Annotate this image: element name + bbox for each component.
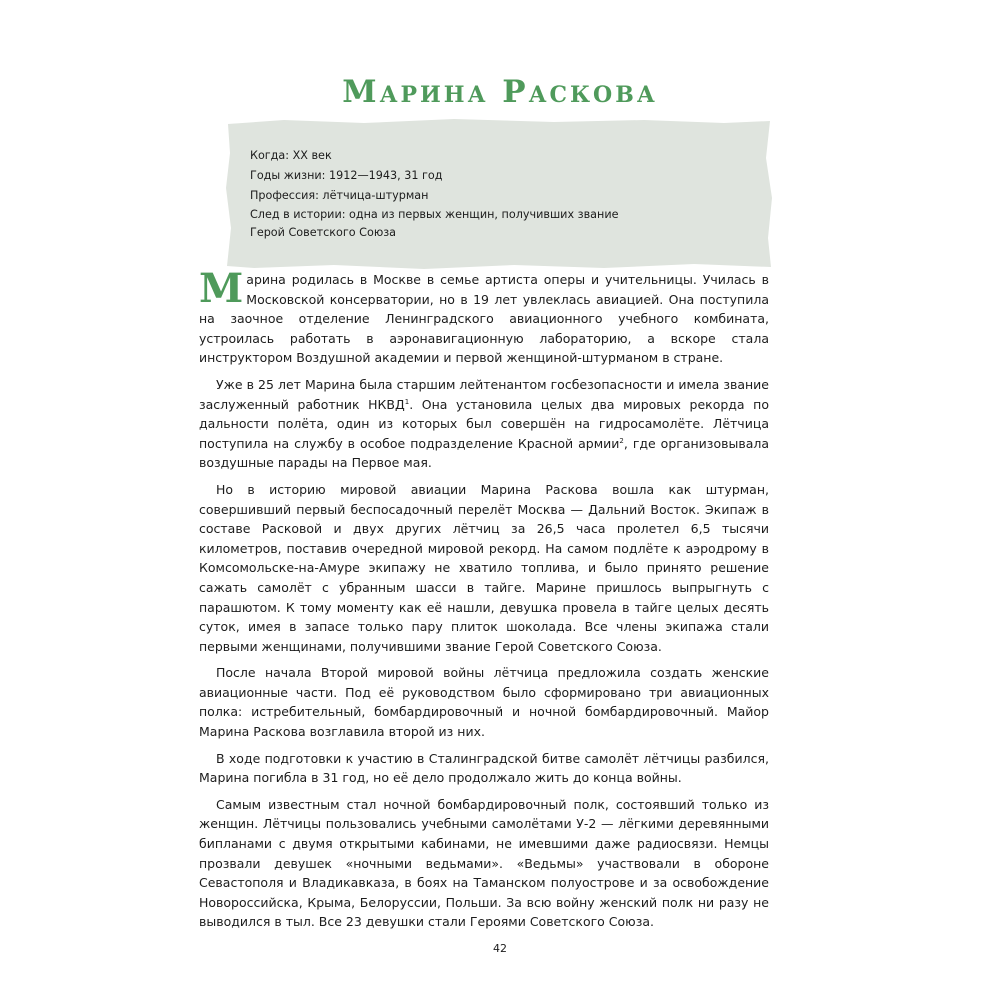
info-profession: Профессия: лётчица-штурман xyxy=(250,189,429,202)
page-number: 42 xyxy=(493,942,507,955)
paragraph-5: В ходе подготовки к участию в Сталинградской битве самолёт лётчицы разбился, Марина погибла в 31 год, но её дело продолжало жить до конца войны. xyxy=(199,750,769,786)
footnote-marker-1: 1 xyxy=(404,397,410,406)
paragraph-2-text-a: Уже в 25 лет Марина была старшим лейтенантом госбезопасности и имела звание заслуженный работник НКВД xyxy=(199,376,769,412)
article-body xyxy=(199,265,769,939)
footnote-marker-2: 2 xyxy=(619,436,624,445)
paragraph-2 xyxy=(199,375,769,473)
drop-cap: М xyxy=(199,265,244,312)
info-legacy-line1: След в истории: одна из первых женщин, получивших звание xyxy=(250,208,619,221)
info-legacy-line2: Герой Советского Союза xyxy=(250,226,397,239)
info-panel xyxy=(250,146,750,242)
paragraph-2-text-b: . Она установила целых два мировых рекорда по дальности полёта, один из которых был совершён на гидросамолёте. Лётчица поступила на службу в особое подразделение Красной армии xyxy=(199,396,769,451)
paragraph-1-text: арина родилась в Москве в семье артиста оперы и учительницы. Училась в Московской консерватории, но в 19 лет увлеклась авиацией. Она поступила на заочное отделение Ленинградского авиационного учебного комбината, устроилась работать в аэронавигационную лабораторию, а вскоре стала инструктором Воздушной академии и первой женщиной-штурманом в стране. xyxy=(199,272,769,366)
paragraph-4: После начала Второй мировой войны лётчица предложила создать женские авиационные части. Под её руководством было сформировано три авиационных полка: истребительный, бомбардировочный и ночной бомбардировочный. Майор Марина Раскова возглавила второй из них. xyxy=(199,665,769,740)
page-title: Марина Раскова xyxy=(342,74,658,110)
info-years: Годы жизни: 1912—1943, 31 год xyxy=(250,169,443,182)
paragraph-2-text-c: , где организовывала воздушные парады на Первое мая. xyxy=(199,435,769,471)
paragraph-6: Самым известным стал ночной бомбардировочный полк, состоявший только из женщин. Лётчицы пользовались учебными самолётами У-2 — лёгкими деревянными бипланами с двумя открытыми кабинами, не имевшими даже радиосвязи. Немцы прозвали девушек «ночными ведьмами». «Ведьмы» участвовали в обороне Севастополя и Владикавказа, в боях на Таманском полуострове и за освобождение Новороссийска, Крыма, Белоруссии, Польши. За всю войну женский полк ни разу не выводился в тыл. Все 23 девушки стали Героями Советского Союза. xyxy=(199,796,769,930)
info-when: Когда: XX век xyxy=(250,149,332,162)
paragraph-3: Но в историю мировой авиации Марина Раскова вошла как штурман, совершивший первый беспосадочный перелёт Москва — Дальний Восток. Экипаж в составе Расковой и двух других лётчиц за 26,5 часа пролетел 6,5 тысячи километров, поставив очередной мировой рекорд. На самом подлёте к аэродрому в Комсомольске-на-Амуре экипажу не хватило топлива, и было принято решение сажать самолёт с убранным шасси в тайге. Марине пришлось выпрыгнуть с парашютом. К тому моменту как её нашли, девушка провела в тайге целых десять суток, имея в запасе только пару плиток шоколада. Все члены экипажа стали первыми женщинами, получившими звание Герой Советского Союза. xyxy=(199,481,769,654)
paragraph-1 xyxy=(199,265,769,368)
